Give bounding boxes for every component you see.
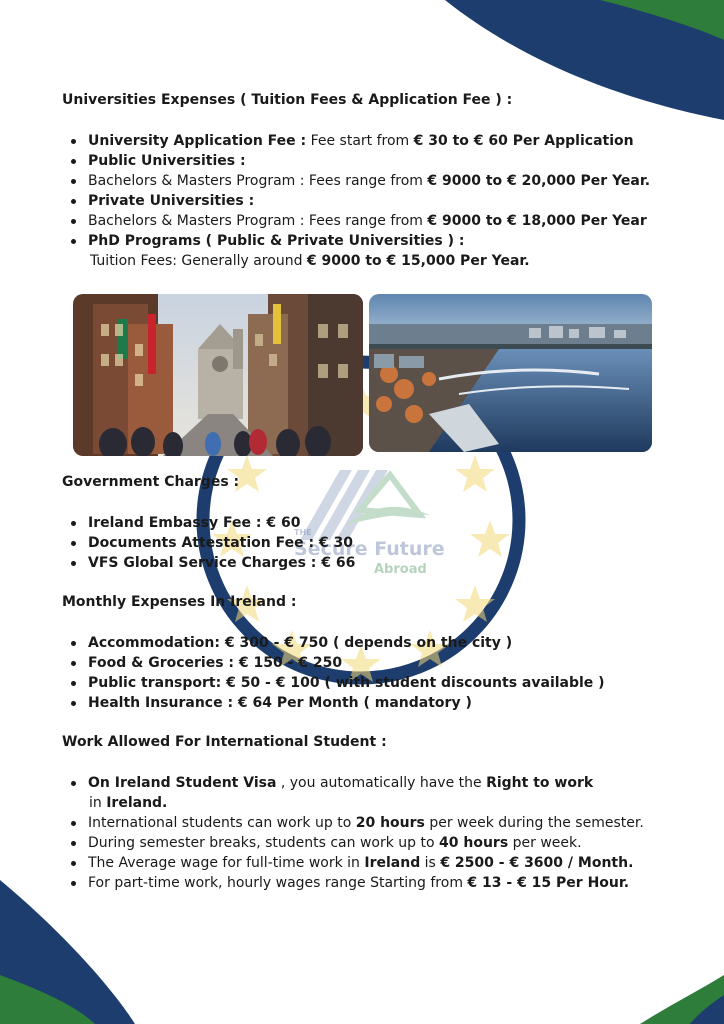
item-text: in [89,795,107,811]
list-item [62,813,644,833]
item-label: Public transport: € 50 - € 100 ( with student discounts available ) [88,675,605,691]
monthly-expenses-list [62,633,605,713]
item-value: Ireland. [106,795,168,811]
list-item [62,673,605,693]
government-charges-list [62,513,355,573]
list-item [62,171,650,191]
item-label: University Application Fee : [88,133,307,149]
bullet-icon [71,841,76,846]
watermark-line2: Secure Future [294,538,445,560]
dublin-street-photo [73,294,363,456]
item-label: Private Universities : [88,193,255,209]
item-text: For part-time work, hourly wages range Starting from [88,875,468,891]
bullet-icon [71,861,76,866]
list-item [62,693,605,713]
bullet-icon [71,781,76,786]
list-item [62,533,355,553]
bullet-icon [71,661,76,666]
item-label: On Ireland Student Visa [88,775,277,791]
item-text: The Average wage for full-time work in [88,855,365,871]
bullet-icon [71,681,76,686]
list-item [62,151,650,171]
item-value: € 30 to € 60 Per Application [413,133,634,149]
item-value: Ireland [364,855,421,871]
item-value: 20 hours [355,815,425,831]
item-label: PhD Programs ( Public & Private Universities ) : [88,233,465,249]
dublin-river-aerial-photo [369,294,652,452]
list-item [62,633,605,653]
list-item [62,251,650,271]
item-label: Public Universities : [88,153,246,169]
bullet-icon [71,561,76,566]
bullet-icon [71,199,76,204]
item-label: Ireland Embassy Fee : € 60 [88,515,301,531]
bullet-icon [71,521,76,526]
item-value: 40 hours [439,835,509,851]
bullet-icon [71,159,76,164]
item-label: Food & Groceries : € 150 - € 250 [88,655,343,671]
item-value: € 9000 to € 15,000 Per Year. [306,253,530,269]
item-value: € 13 - € 15 Per Hour. [467,875,630,891]
item-text: per week during the semester. [424,815,644,831]
item-text: Bachelors & Masters Program : Fees range from [88,213,428,229]
item-value: € 9000 to € 18,000 Per Year [427,213,647,229]
list-item [62,653,605,673]
item-value: Right to work [486,775,594,791]
item-text: Bachelors & Masters Program : Fees range from [88,173,428,189]
bullet-icon [71,239,76,244]
government-charges-heading: Government Charges : [62,474,240,490]
bullet-icon [71,641,76,646]
item-value: € 9000 to € 20,000 Per Year. [427,173,651,189]
list-item [62,211,650,231]
list-item [62,513,355,533]
item-text: , you automatically have the [276,775,487,791]
work-allowed-heading: Work Allowed For International Student : [62,734,387,750]
bullet-icon [71,701,76,706]
item-text: per week. [508,835,582,851]
item-value: € 2500 - € 3600 / Month. [440,855,634,871]
list-item [62,131,650,151]
item-text: Fee start from [306,133,414,149]
university-expenses-heading: Universities Expenses ( Tuition Fees & Application Fee ) : [62,92,513,108]
list-item [62,773,644,793]
work-allowed-list [62,773,644,893]
bullet-icon [71,821,76,826]
bullet-icon [71,219,76,224]
list-item [62,231,650,251]
item-text: Tuition Fees: Generally around [90,253,307,269]
item-label: VFS Global Service Charges : € 66 [88,555,356,571]
list-item [62,833,644,853]
list-item [62,873,644,893]
item-label: Accommodation: € 300 - € 750 ( depends on the city ) [88,635,513,651]
watermark-line1: THE [294,528,312,537]
bullet-icon [71,139,76,144]
bullet-icon [71,179,76,184]
bullet-icon [71,541,76,546]
list-item [62,793,644,813]
list-item [62,853,644,873]
list-item [62,191,650,211]
item-label: Documents Attestation Fee : € 30 [88,535,354,551]
item-label: Health Insurance : € 64 Per Month ( mandatory ) [88,695,472,711]
bullet-icon [71,881,76,886]
item-text: is [420,855,441,871]
item-text: During semester breaks, students can work up to [88,835,440,851]
monthly-expenses-heading: Monthly Expenses In Ireland : [62,594,297,610]
list-item [62,553,355,573]
item-text: International students can work up to [88,815,356,831]
watermark-line3: Abroad [374,562,427,577]
university-expenses-list [62,131,650,271]
